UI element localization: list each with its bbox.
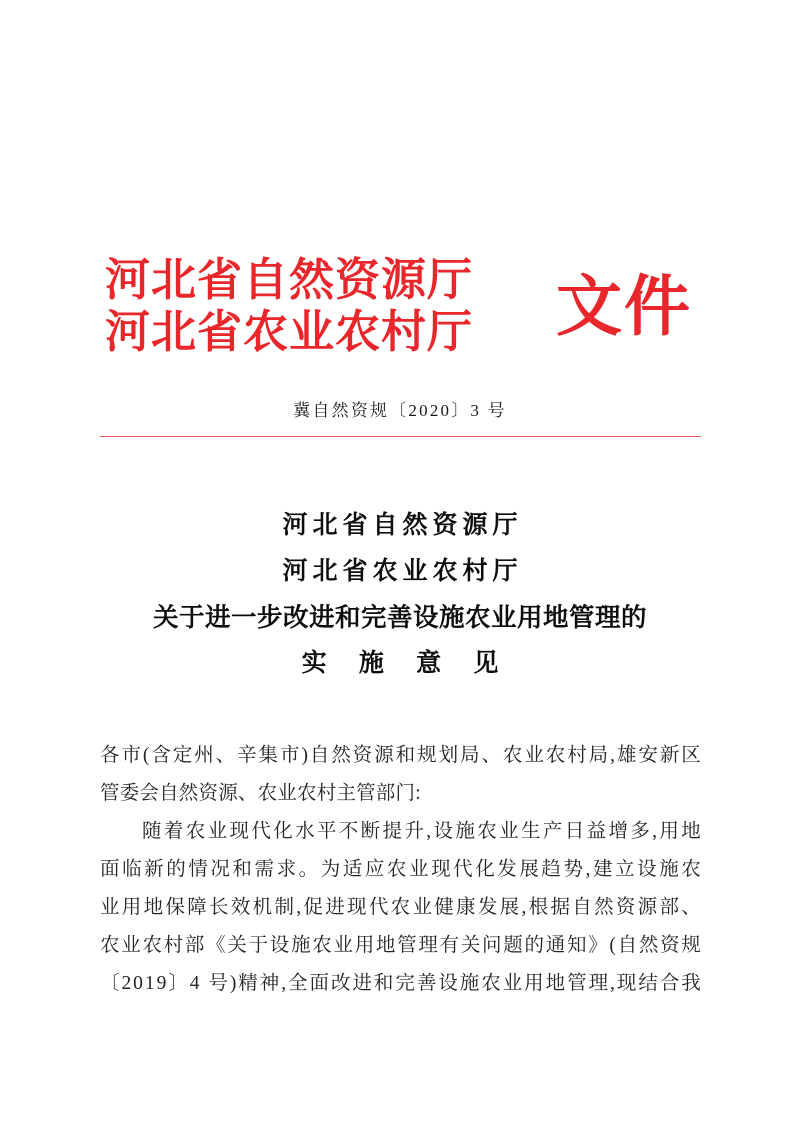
masthead-document-word: 文件 [556, 271, 692, 344]
body-paragraph-1-line-4: 农业农村部《关于设施农业用地管理有关问题的通知》(自然资规 [100, 935, 703, 956]
body-paragraph-1-line-1: 随着农业现代化水平不断提升,设施农业生产日益增多,用地 [142, 821, 704, 842]
masthead-org-line-1: 河北省自然资源厅 [105, 255, 474, 305]
masthead-organization-block [105, 254, 565, 358]
masthead [0, 254, 800, 366]
body-paragraph-1-line-2: 面临新的情况和需求。为适应农业现代化发展趋势,建立设施农 [100, 859, 704, 880]
masthead-org-line-2: 河北省农业农村厅 [105, 307, 474, 357]
title-line-1: 河北省自然资源厅 [282, 512, 523, 539]
body-paragraph-1-line-5: 〔2019〕4 号)精神,全面改进和完善设施农业用地管理,现结合我 [100, 973, 703, 994]
title-line-3: 关于进一步改进和完善设施农业用地管理的 [152, 603, 647, 632]
document-title-block [0, 503, 800, 687]
red-separator-rule [100, 436, 701, 437]
document-body [100, 737, 704, 1003]
body-salutation-line-2: 管委会自然资源、农业农村主管部门: [100, 783, 421, 804]
document-number: 冀自然资规〔2020〕3 号 [293, 401, 507, 420]
body-paragraph-1-line-3: 业用地保障长效机制,促进现代农业健康发展,根据自然资源部、 [100, 897, 704, 918]
title-line-4: 实 施 意 见 [301, 650, 512, 677]
title-line-2: 河北省农业农村厅 [282, 558, 523, 585]
body-salutation-line-1: 各市(含定州、辛集市)自然资源和规划局、农业农村局,雄安新区 [100, 745, 703, 766]
